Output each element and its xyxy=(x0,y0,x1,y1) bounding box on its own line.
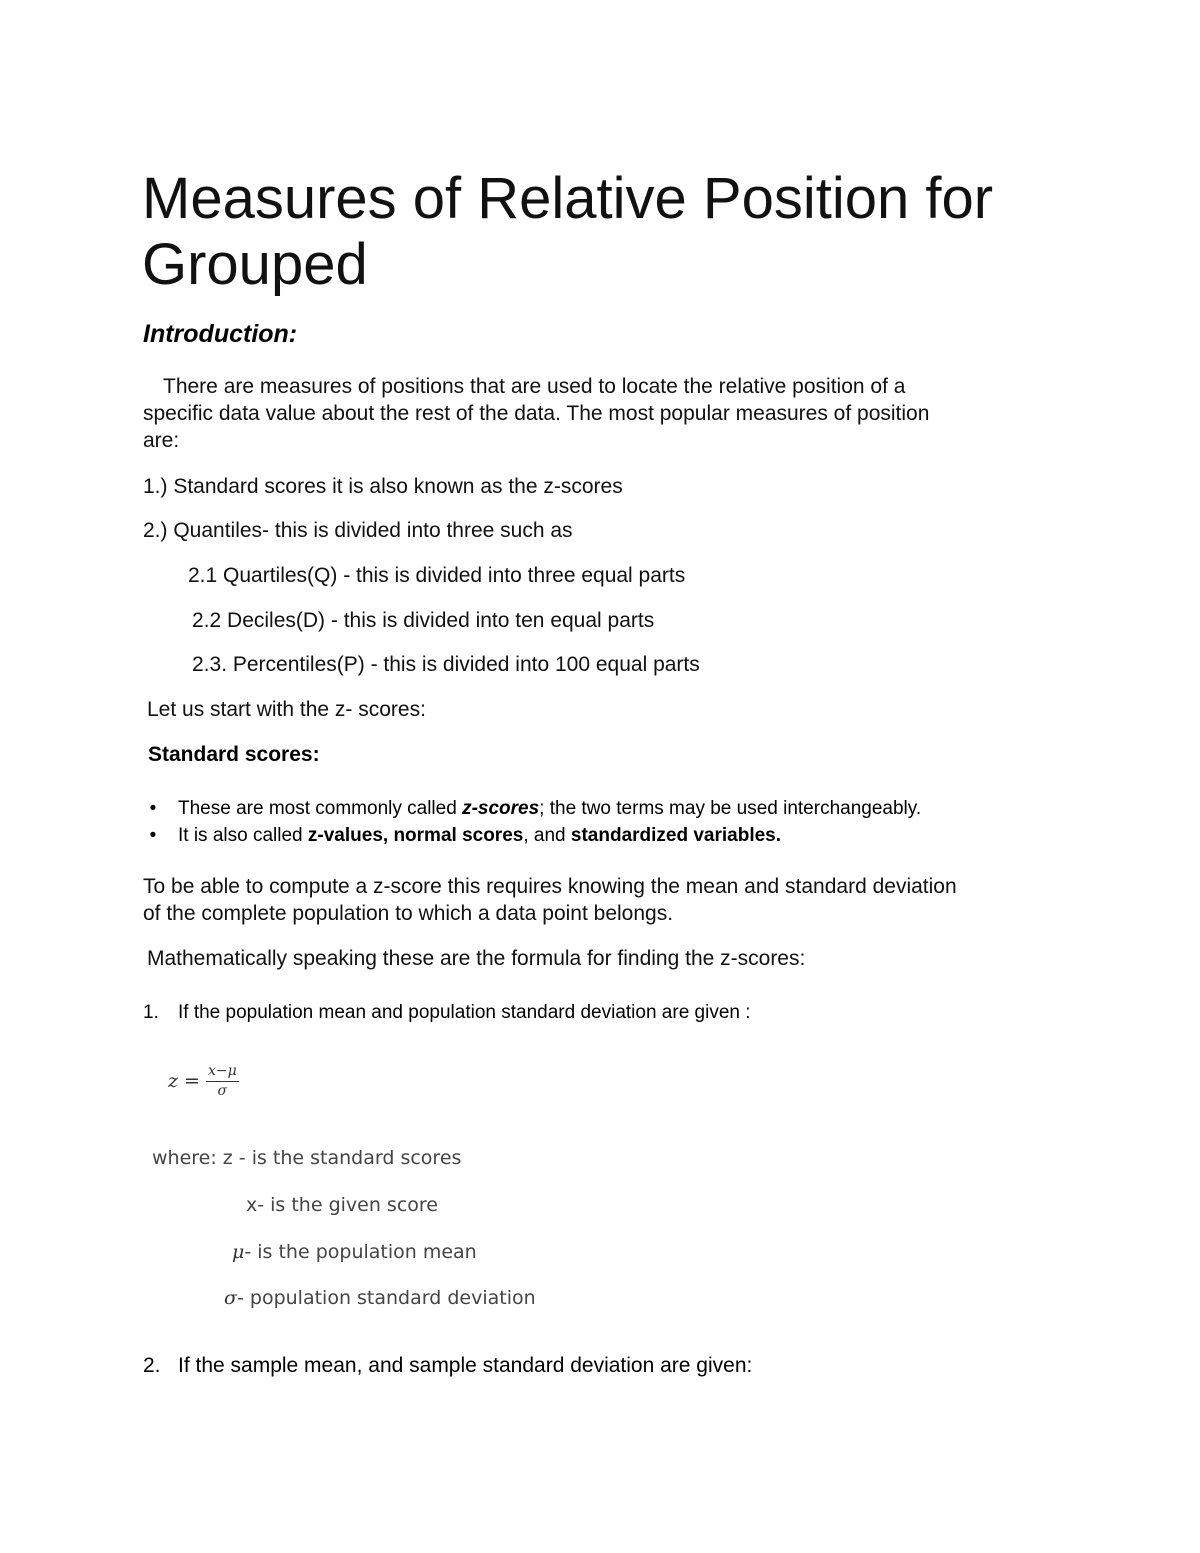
list-item-2-1: 2.1 Quartiles(Q) - this is divided into three equal parts xyxy=(188,564,686,587)
case-1 xyxy=(143,999,751,1026)
sigma-symbol: σ xyxy=(224,1287,237,1309)
case-1-number: 1. xyxy=(143,1002,159,1023)
compute-line-1: To be able to compute a z-score this requires knowing the mean and standard deviation xyxy=(143,875,957,898)
intro-line-1: There are measures of positions that are used to locate the relative position of a xyxy=(163,375,906,398)
where-line-3 xyxy=(232,1240,477,1264)
where-line-4 xyxy=(224,1286,536,1310)
introduction-heading: Introduction: xyxy=(143,320,298,348)
compute-line-2: of the complete population to which a data point belongs. xyxy=(143,902,674,925)
list-item-2: 2.) Quantiles- this is divided into three such as xyxy=(143,519,573,542)
where-line-2: x- is the given score xyxy=(246,1194,438,1216)
where-line-1: where: z - is the standard scores xyxy=(152,1147,462,1169)
bullet-1-bold: z-scores xyxy=(462,798,540,819)
bullet-2-bold-2: standardized variables. xyxy=(570,825,782,846)
bullet-2-mid: , and xyxy=(523,825,571,846)
compute-paragraph xyxy=(143,873,957,927)
title-line-1: Measures of Relative Position for xyxy=(142,166,994,231)
standard-scores-heading: Standard scores: xyxy=(148,743,320,766)
list-item-2-2: 2.2 Deciles(D) - this is divided into ten equal parts xyxy=(192,609,655,632)
bullet-1-text: These are most commonly called xyxy=(178,798,463,819)
case-2 xyxy=(143,1352,753,1379)
formula-denominator: σ xyxy=(217,1083,228,1099)
case-1-text: If the population mean and population standard deviation are given : xyxy=(178,1002,751,1023)
where-line-4-text: - population standard deviation xyxy=(236,1287,536,1309)
bullet-icon: • xyxy=(149,825,157,846)
formula-equals: = xyxy=(184,1070,200,1092)
list-item-2-3: 2.3. Percentiles(P) - this is divided into 100 equal parts xyxy=(192,653,700,676)
case-2-text: If the sample mean, and sample standard deviation are given: xyxy=(178,1354,753,1377)
bullet-2-text: It is also called xyxy=(178,825,308,846)
formula-numerator: x−μ xyxy=(206,1063,239,1082)
intro-paragraph xyxy=(143,373,929,454)
bullet-item-2 xyxy=(143,822,921,849)
lead-in-text: Let us start with the z- scores: xyxy=(147,698,426,721)
case-2-number: 2. xyxy=(143,1354,161,1377)
bullet-2-bold-1: z-values, normal scores xyxy=(307,825,524,846)
intro-line-3: are: xyxy=(143,429,180,452)
z-score-formula xyxy=(168,1063,239,1099)
page-title xyxy=(142,166,993,298)
list-item-1: 1.) Standard scores it is also known as the z-scores xyxy=(143,475,623,498)
where-line-3-text: - is the population mean xyxy=(244,1241,477,1263)
bullet-list xyxy=(143,795,921,849)
formula-fraction xyxy=(206,1063,239,1099)
bullet-1-rest: ; the two terms may be used interchangeably. xyxy=(539,798,922,819)
intro-line-2: specific data value about the rest of the data. The most popular measures of position xyxy=(143,402,930,425)
math-intro-text: Mathematically speaking these are the formula for finding the z-scores: xyxy=(147,947,806,970)
mu-symbol: μ xyxy=(232,1241,245,1263)
formula-lhs: z xyxy=(168,1070,179,1092)
title-line-2: Grouped xyxy=(142,232,368,297)
bullet-icon: • xyxy=(149,798,157,819)
bullet-item-1 xyxy=(143,795,921,822)
